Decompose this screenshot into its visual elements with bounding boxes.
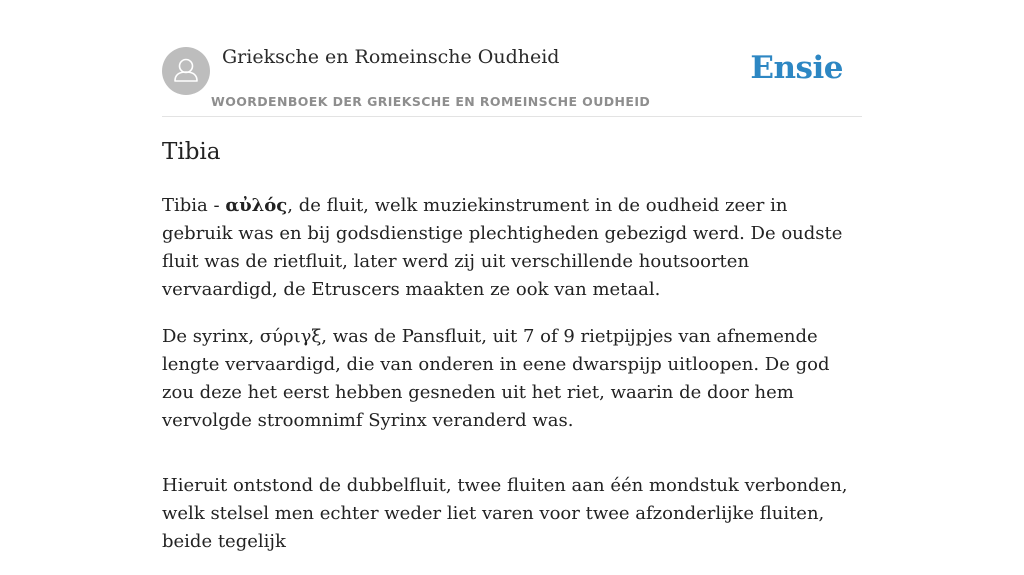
page [162, 0, 862, 552]
book-title[interactable]: Grieksche en Romeinsche Oudheid [222, 46, 560, 68]
book-subtitle: WOORDENBOEK DER GRIEKSCHE EN ROMEINSCHE OUDHEID [211, 94, 651, 109]
user-icon [162, 47, 210, 95]
paragraph-1-text: , de fluit, welk muziekinstrument in de oudheid zeer in gebruik was en bij godsdienstige plechtigheden gebezigd werd. De oudste fluit was de rietfluit, later werd zij uit verschillende houtsoorten vervaardigd, de Etruscers maakten ze ook van metaal. [162, 195, 843, 300]
avatar[interactable] [162, 47, 210, 95]
paragraph-2: De syrinx, σύριγξ, was de Pansfluit, uit 7 of 9 rietpijpjes van afnemende lengte vervaardigd, die van onderen in eene dwarspijp uitloopen. De god zou deze het eerst hebben gesneden uit het riet, waarin de door hem vervolgde stroomnimf Syrinx veranderd was. [162, 326, 830, 431]
greek-term: αὐλός [225, 195, 288, 216]
ensie-logo[interactable]: Ensie [750, 50, 843, 86]
header [162, 0, 862, 117]
entry-content [162, 192, 862, 575]
paragraph-3: Hieruit ontstond de dubbelfluit, twee fluiten aan één mondstuk verbonden, welk stelsel men echter weder liet varen voor twee afzonderlijke fluiten, beide tegelijk [162, 475, 848, 552]
entry-title: Tibia [162, 139, 221, 165]
entry-term: Tibia - [162, 195, 226, 216]
paragraph-1 [162, 192, 862, 304]
